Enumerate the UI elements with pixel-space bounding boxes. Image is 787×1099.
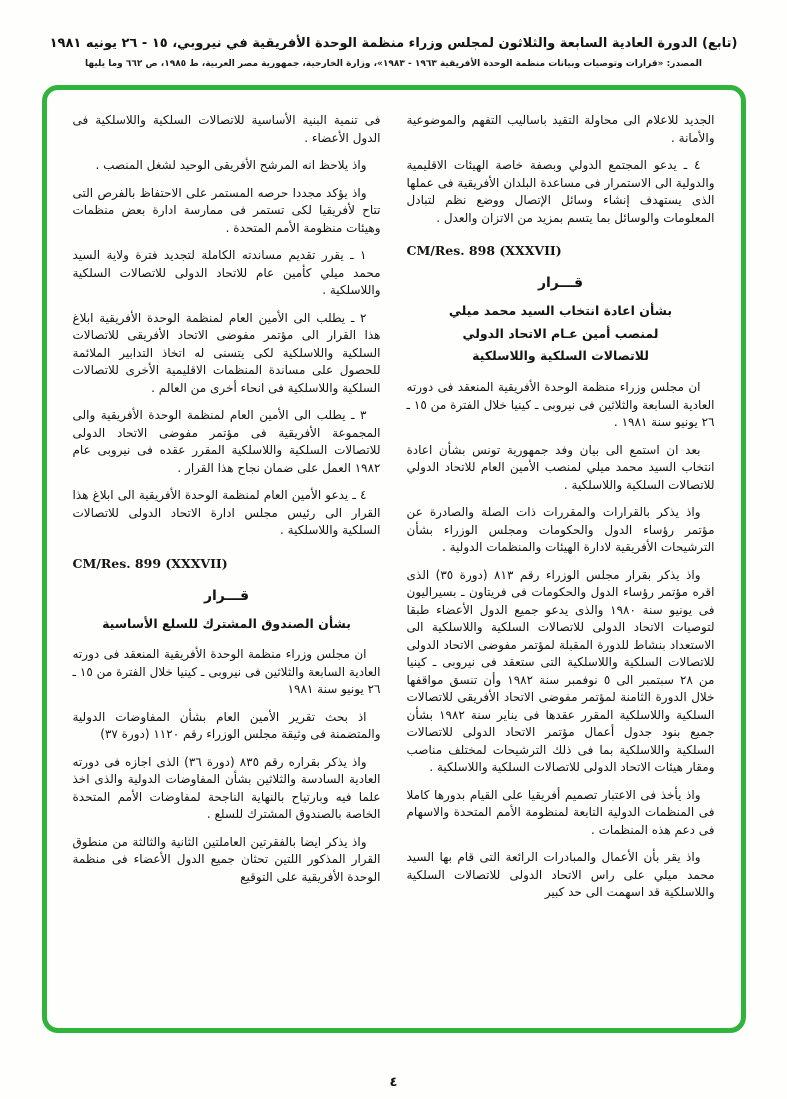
- resolution-title: قـــرار: [203, 588, 250, 605]
- paragraph: واذ يذكر بقراره رقم ٨٣٥ (دورة ٣٦) الذى اجازه فى دورته العادية السادسة والثلاثين بشأن المفاوضات الدولية والذى اخذ علما فيه وبارتياح بالنهاية الناجحة لمفاوضات الأمم المتحدة الخاصة بالصندوق المشترك للسلع .: [72, 754, 381, 822]
- paragraph: واذ يؤكد مجددا حرصه المستمر على الاحتفاظ بالفرص التى تتاح لأفريقيا لكى تستمر فى ممارسة ادارة بعض منظمات وهيئات منظومة الأمم المتحدة .: [72, 185, 381, 235]
- page-footer: [0, 1071, 787, 1090]
- resolution-subtitle: لمنصب أمين عـام الاتحاد الدولي: [462, 325, 659, 341]
- resolution-subtitle: بشأن الصندوق المشترك للسلع الأساسية: [102, 615, 351, 631]
- resolution-ref-898: CM/Res. 898 (XXXVII): [406, 243, 562, 259]
- column-right: [407, 112, 715, 1014]
- paragraph: ان مجلس وزراء منظمة الوحدة الأفريقية المنعقد فى دورته العادية السابعة والثلاثين فى نيروبى ـ كينيا خلال الفترة من ١٥ ـ ٢٦ يونيو سنة ١٩٨١: [72, 647, 381, 697]
- paragraph: فى تنمية البنية الأساسية للاتصالات السلكية واللاسلكية فى الدول الأعضاء .: [72, 113, 381, 145]
- paragraph: واذ يذكر بقرار مجلس الوزراء رقم ٨١٣ (دورة ٣٥) الذى اقره مؤتمر رؤساء الدول والحكومات فى فريتاون ـ بسيراليون فى يونيو سنة ١٩٨٠ والذى يدعو جميع الدول الأعضاء طبقا لتوصيات الاتحاد الدولى للاتصالات السلكية واللاسلكية الى الاستعداد بنشاط للدورة المقبلة لمؤتمر مفوضى الاتحاد الدولى للاتصالات السلكية واللاسلكية التى ستعقد فى نيروبى ـ كينيا من ٢٨ سبتمبر الى ٥ نوفمبر سنة ١٩٨٢ وأن تنسق مواقفها خلال الدورة الثامنة لمؤتمر مفوضى الاتحاد الأفريقى للاتصالات السلكية واللاسلكية المقرر عقدها فى يناير سنة ١٩٨٢ بشأن جميع بنود جدول أعمال مؤتمر الاتحاد الدولى للاتصالات السلكية واللاسلكية بما فى ذلك الترشيحات لمختلف مناصب ومقار هيئات الاتحاد الدولى للاتصالات السلكية واللاسلكية .: [406, 567, 715, 775]
- paragraph: ان مجلس وزراء منظمة الوحدة الأفريقية المنعقد فى دورته العادية السابعة والثلاثين فى نيروبى ـ كينيا خلال الفترة من ١٥ ـ ٢٦ يونيو سنة ١٩٨١ .: [406, 380, 715, 430]
- document-source-line: المصدر: «قرارات وتوصيات وبيانات منظمة الوحدة الأفريقية ١٩٦٣ - ١٩٨٣»، وزارة الخارجية، جمهورية مصر العربية، ط ١٩٨٥، ص ٦٦٢ وما يليها: [85, 59, 702, 69]
- paragraph: واذ يأخذ فى الاعتبار تصميم أفريقيا على القيام بدورها كاملا فى المنظمات الدولية التابعة لمنظومة الأمم المتحدة والاسهام فى دعم هذه المنظمات .: [406, 787, 715, 837]
- resolution-subtitle: بشأن اعادة انتخاب السيد محمد ميلي: [448, 302, 673, 318]
- paragraph: اذ بحث تقرير الأمين العام بشأن المفاوضات الدولية والمتضمنة فى وثيقة مجلس الوزراء رقم ١١٢٠ (دورة ٣٧): [72, 709, 381, 742]
- resolution-subtitle: للاتصالات السلكية واللاسلكية: [472, 348, 649, 364]
- paragraph: واذ يذكر ايضا بالفقرتين العاملتين الثانية والثالثة من منطوق القرار المذكور اللتين تحثان جميع الدول الأعضاء فى منظمة الوحدة الأفريقية على التوقيع: [72, 834, 381, 884]
- page-number: ٤: [389, 1075, 398, 1090]
- paragraph: ٤ ـ يدعو الأمين العام لمنظمة الوحدة الأفريقية الى ابلاغ هذا القرار الى رئيس مجلس ادارة الاتحاد الدولى للاتصالات السلكية واللاسلكية .: [72, 488, 381, 538]
- paragraph: ٢ ـ يطلب الى الأمين العام لمنظمة الوحدة الأفريقية ابلاغ هذا القرار الى مؤتمر مفوضى الاتحاد الأفريقى للاتصالات السلكية واللاسلكية لكى يتسنى له اتخاذ التدابير الملائمة للحصول على مساندة المنظمات الاقليمية الأخرى للاتصالات السلكية واللاسلكية فى انحاء أخرى من العالم .: [72, 310, 381, 395]
- paragraph: بعد ان استمع الى بيان وفد جمهورية تونس بشأن اعادة انتخاب السيد محمد ميلي لمنصب الأمين العام للاتحاد الدولي للاتصالات السلكية واللاسلكية .: [406, 442, 715, 492]
- paragraph: الجديد للاعلام الى محاولة التقيد باساليب التفهم والموضوعية والأمانة .: [406, 113, 715, 145]
- paragraph: ١ ـ يقرر تقديم مساندته الكاملة لتجديد فترة ولاية السيد محمد ميلي كأمين عام للاتحاد الدولى للاتصالات السلكية واللاسلكية .: [72, 248, 381, 298]
- paragraph: واذ يقر بأن الأعمال والمبادرات الرائعة التى قام بها السيد محمد ميلي على راس الاتحاد الدولى للاتصالات السلكية واللاسلكية قد اسهمت الى حد كبير: [406, 850, 715, 900]
- paragraph: ٣ ـ يطلب الى الأمين العام لمنظمة الوحدة الأفريقية والى المجموعة الأفريقية فى مؤتمر مفوضى الاتحاد الدولى للاتصالات السلكية واللاسلكية المقرر عقده فى نيروبى عام ١٩٨٢ العمل على ضمان نجاح هذا القرار .: [72, 408, 381, 475]
- document-title: (تابع) الدورة العادية السابعة والثلاثون لمجلس وزراء منظمة الوحدة الأفريقية في نيروبي، ١٥ - ٢٦ يونيه ١٩٨١: [49, 36, 738, 51]
- document-header: [0, 0, 787, 69]
- paragraph: واذ يذكر بالقرارات والمقررات ذات الصلة والصادرة عن مؤتمر رؤساء الدول والحكومات ومجلس الوزراء بشأن الترشيحات الأفريقية لادارة الهيئات والمنظمات الدولية .: [406, 505, 715, 555]
- green-frame: [42, 85, 746, 1033]
- resolution-ref-899: CM/Res. 899 (XXXVII): [72, 555, 228, 571]
- resolution-title: قـــرار: [537, 275, 584, 292]
- paragraph: واذ يلاحظ انه المرشح الأفريقى الوحيد لشغل المنصب .: [95, 158, 367, 173]
- column-left: [73, 112, 381, 1014]
- paragraph: ٤ ـ يدعو المجتمع الدولي وبصفة خاصة الهيئات الاقليمية والدولية الى الاستمرار فى مساعدة البلدان الأفريقية فى عملها الذى يستهدف إنشاء وسائل الإتصال ووضع نظم لتبادل المعلومات والوسائل بما يتسم بمزيد من الاتزان والعدل .: [406, 158, 715, 225]
